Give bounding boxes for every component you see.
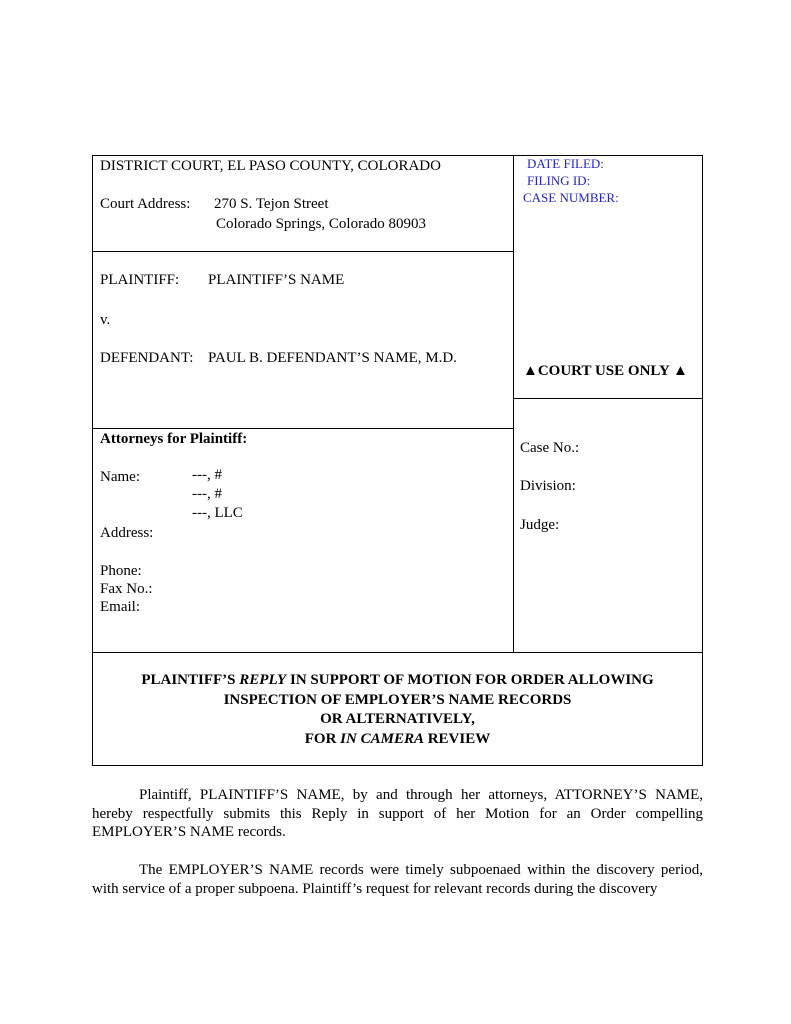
caption-row-divider-1	[92, 251, 513, 252]
case-no-label: Case No.:	[520, 440, 580, 456]
plaintiff-name: PLAINTIFF’S NAME	[208, 272, 345, 288]
name-line1: ---, #	[192, 467, 222, 483]
versus: v.	[100, 312, 111, 328]
body-paragraph-2: The EMPLOYER’S NAME records were timely subpoenaed within the discovery period, with service of a proper subpoena. Plaintiff’s request for relevant records during the discovery	[92, 862, 703, 897]
title-line3: OR ALTERNATIVELY,	[320, 711, 475, 727]
court-address-line2: Colorado Springs, Colorado 80903	[216, 216, 426, 232]
document-title	[93, 671, 702, 749]
defendant-label: DEFENDANT:	[100, 350, 194, 366]
court-name: DISTRICT COURT, EL PASO COUNTY, COLORADO	[100, 158, 441, 174]
court-address-line1: 270 S. Tejon Street	[214, 196, 329, 212]
defendant-name: PAUL B. DEFENDANT’S NAME, M.D.	[208, 350, 457, 366]
caption-column-divider	[513, 155, 514, 652]
case-number-label: CASE NUMBER:	[523, 190, 619, 205]
title-line2: INSPECTION OF EMPLOYER’S NAME RECORDS	[223, 691, 572, 708]
email-label: Email:	[100, 599, 140, 615]
court-use-only: ▲COURT USE ONLY ▲	[523, 363, 688, 379]
name-line3: ---, LLC	[192, 505, 243, 521]
fax-label: Fax No.:	[100, 581, 153, 597]
court-address-label: Court Address:	[100, 196, 191, 212]
filing-id-label: FILING ID:	[527, 173, 591, 188]
attorneys-heading: Attorneys for Plaintiff:	[100, 431, 248, 447]
phone-label: Phone:	[100, 563, 142, 579]
date-filed-label: DATE FILED:	[527, 156, 604, 171]
division-label: Division:	[520, 478, 576, 494]
court-use-divider	[513, 398, 703, 399]
name-label: Name:	[100, 469, 140, 485]
caption-title-divider	[92, 652, 703, 653]
plaintiff-label: PLAINTIFF:	[100, 272, 180, 288]
name-line2: ---, #	[192, 486, 222, 502]
title-line1: PLAINTIFF’S REPLY IN SUPPORT OF MOTION FOR ORDER ALLOWING	[141, 672, 654, 688]
address-label: Address:	[100, 525, 154, 541]
body-paragraph-1: Plaintiff, PLAINTIFF’S NAME, by and through her attorneys, ATTORNEY’S NAME, hereby respectfully submits this Reply in support of her Motion for an Order compelling EMPLOYER’S NAME records.	[92, 787, 703, 840]
caption-row-divider-2	[92, 428, 513, 429]
title-line4: FOR IN CAMERA REVIEW	[304, 730, 491, 747]
judge-label: Judge:	[520, 517, 560, 533]
